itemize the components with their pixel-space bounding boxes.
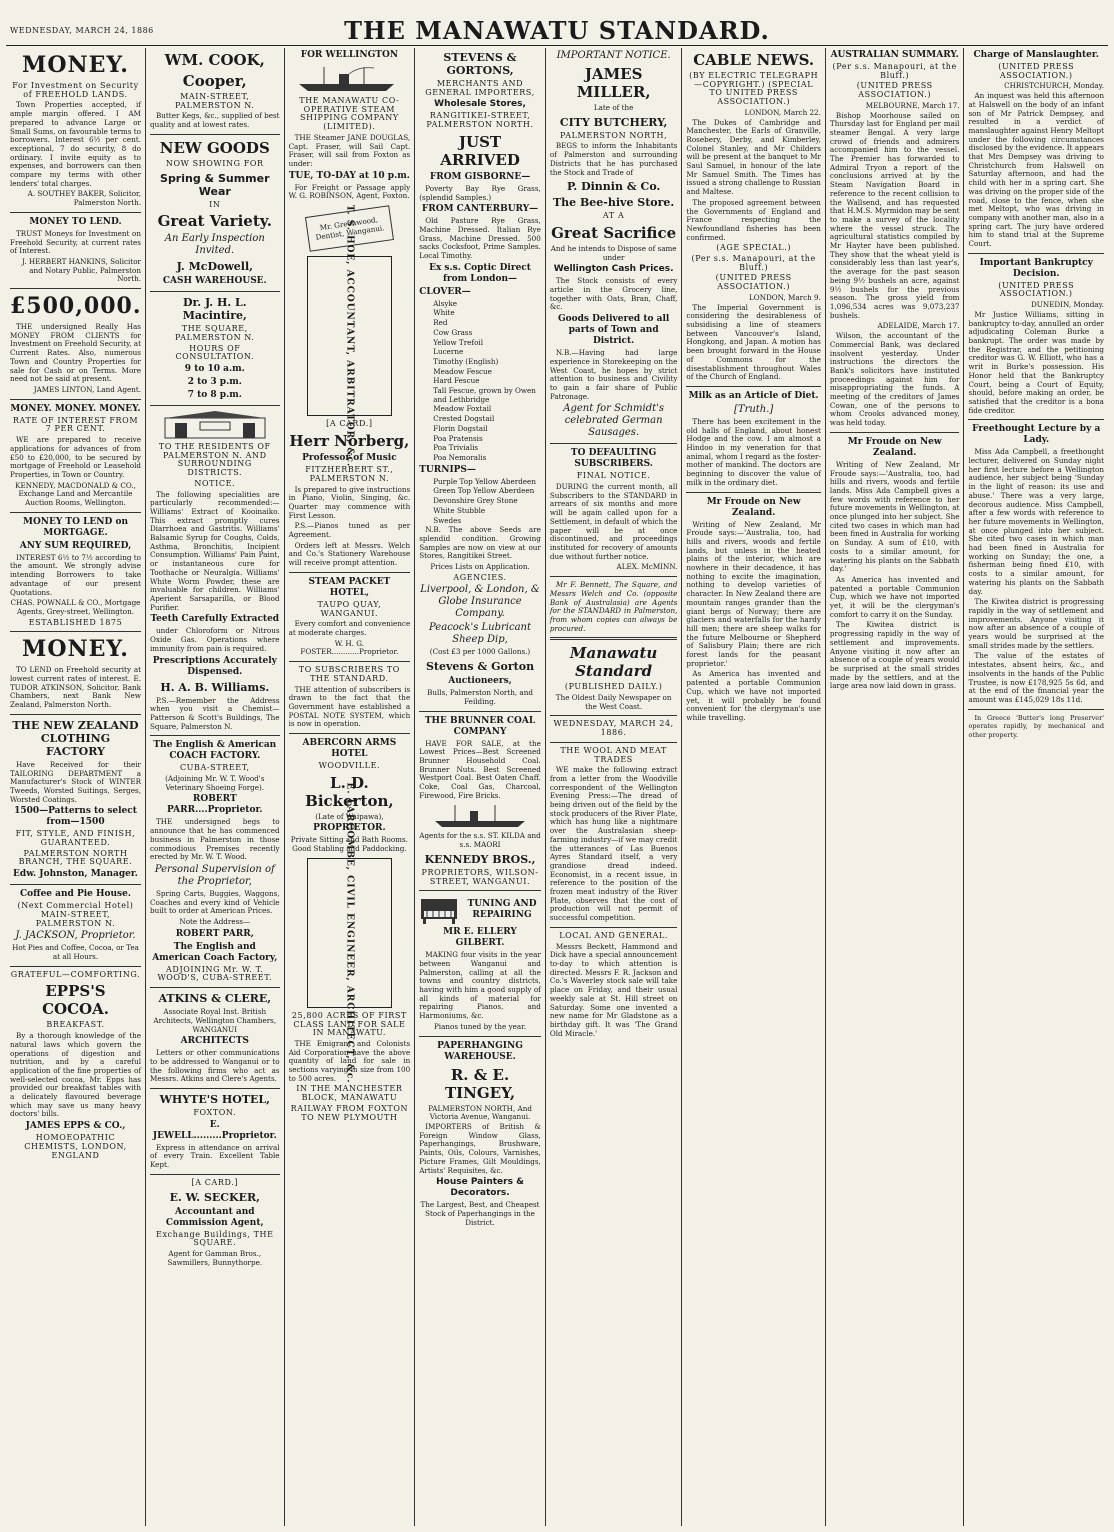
showing: NOW SHOWING FOR	[165, 158, 264, 168]
epps-company: JAMES EPPS & CO.,	[25, 1121, 126, 1132]
auctioneers: Auctioneers,	[448, 676, 512, 687]
list-item: Tall Fescue, grown by Owen and Lethbridge	[433, 386, 536, 404]
column-8	[964, 48, 1108, 1526]
adjoining-2: ADJOINING Mr. W. T. WOOD'S, CUBA-STREET.	[157, 964, 273, 983]
in-label: IN	[209, 199, 221, 209]
residents-heading: TO THE RESIDENTS OF PALMERSTON N. AND SURROUNDING DISTRICTS.	[158, 442, 271, 478]
any-sum-heading: ANY SUM REQUIRED,	[19, 540, 132, 551]
acres-heading: 25,800 ACRES OF FIRST CLASS LAND FOR SALE IN MANAWATU.	[291, 1010, 407, 1038]
lend-heading: MONEY TO LEND.	[29, 216, 122, 227]
jackson: J. JACKSON, Proprietor.	[15, 930, 136, 942]
professor: Professor of Music	[302, 453, 397, 464]
bickerton: L. D. Bickerton,	[305, 773, 394, 810]
proprietor-label: PROPRIETOR.	[313, 823, 386, 834]
manapouri-bluff-2: (Per s.s. Manapouri, at the Bluff.)	[832, 62, 957, 80]
money-heading-2: MONEY.	[22, 636, 129, 663]
great-variety: Great Variety.	[157, 212, 272, 231]
ship-text: THE Steamer JANE DOUGLAS, Capt. Fraser, will Sail Capt. Fraser, will sail from Foxton as under:	[288, 132, 411, 168]
fit-style: FIT, STYLE, AND FINISH, GUARANTEED.	[15, 829, 136, 848]
kiwitea-text: The Kiwitea district is progressing rapidly in the way of settlement and improvements. Anyone visiting it now after an absence of a couple of years would be surprised at the small strides made by the settlers, and at the large area now laid down in grass.	[829, 620, 960, 691]
liverpool-insurance: Liverpool, & London, & Globe Insurance Company.	[420, 584, 540, 620]
column-7	[826, 48, 965, 1526]
masthead	[6, 6, 1108, 46]
adelaide-dateline: ADELAIDE, March 17.	[877, 321, 960, 331]
foster: W. H. G. FOSTER............Proprietor.	[300, 638, 399, 657]
cook-address: MAIN-STREET, PALMERSTON N.	[175, 92, 255, 110]
tuning-heading: TUNING AND REPAIRING	[467, 899, 537, 921]
cable-sub: (BY ELECTRIC TELEGRAPH—COPYRIGHT.) (SPECIAL TO UNITED PRESS ASSOCIATION.)	[689, 71, 819, 107]
footer-note: In Greece 'Butter's long Preserver' operates rapidly, by mechanical and other property.	[968, 713, 1104, 740]
teeth-heading: Teeth Carefully Extracted	[150, 614, 280, 625]
teeth-text: under Chloroform or Nitrous Oxide Gas. Operations where immunity from pain is required.	[150, 626, 280, 653]
breakfast: BREAKFAST.	[46, 1020, 105, 1030]
amount-text: THE undersigned Really Has MONEY FROM CLIENTS for Investment on Freehold Security, at Current Rates. Also, numerous Town and Country Properties for sale for Cash or on Terms. More need not be said at present.	[10, 322, 141, 384]
ship-illustration	[430, 803, 530, 829]
just-arrived: JUST ARRIVED	[440, 132, 520, 169]
secker-text: Agent for Gamman Bros., Sawmillers, Bunnythorpe.	[167, 1249, 263, 1267]
macintire-square: THE SQUARE, PALMERSTON N.	[175, 324, 255, 342]
spring-summer: Spring & Summer Wear	[160, 171, 270, 198]
clover-list	[419, 300, 541, 463]
sailing-time: TUE, TO-DAY at 10 p.m.	[288, 170, 410, 181]
summary-text-3: Writing of New Zealand, Mr Froude says:—'Australia, too, had hills and rivers, woods and fertile lands. Miss Ada Campbell gives a few words with reference to her future movements in Wellington, at once plunged into her subject. She cited two cases in which man had been fined in Australia for working on Sunday. A sum of £10, with costs to a similar amount, for watering his plants on the Sabbath day.'	[829, 459, 960, 574]
mcdowell: J. McDowell,	[176, 260, 253, 274]
list-item: Alsyke	[433, 298, 458, 308]
architects: ARCHITECTS	[180, 1036, 249, 1047]
london-dateline-2: LONDON, March 9.	[749, 292, 821, 302]
factory-name-2: The English and American Coach Factory,	[152, 941, 278, 963]
list-item: White	[433, 308, 455, 318]
atkins-sub: Associate Royal Inst. British Architects, Wellington Chambers, WANGANUI	[153, 1007, 277, 1034]
bath-rooms: Private Sitting and Bath Rooms.	[290, 835, 408, 845]
rangitikei-street: RANGITIKEI-STREET, PALMERSTON NORTH.	[426, 111, 534, 130]
jewell: E. JEWELL.........Proprietor.	[152, 1119, 277, 1141]
gilbert: MR E. ELLERY GILBERT.	[443, 927, 517, 949]
stevens-gortons: STEVENS & GORTONS,	[443, 51, 517, 77]
list-item: Hard Fescue	[433, 376, 480, 386]
mortgage-heading: MONEY TO LEND on MORTGAGE.	[22, 516, 129, 538]
dateline: WEDNESDAY, MARCH 24, 1886.	[553, 719, 674, 738]
cable-text-2: The Imperial Government is considering the desirableness of subsidising a line of steamers between Vancouver's Island, Hongkong, and Japan. A motion has been brought forward in the House of Commons for the disestablishment throughout Wales of the Church of England.	[686, 302, 821, 382]
card-label: [A CARD.]	[191, 1177, 239, 1187]
tingey: R. & E. TINGEY,	[444, 1065, 516, 1102]
house-painters: House Painters & Decorators.	[436, 1177, 524, 1199]
nz-clothing-text: Have Received for their TAILORING DEPARTMENT a Manufacturer's Stock of WINTER Tweeds, Worsted Suitings, Serges, Worsted Coatings.	[10, 759, 141, 804]
freethought-text: Miss Ada Campbell, a freethought lecturer, delivered on Sunday night her first lecture before a Wellington audience, her subject being 'Sunday in the light of reason: its use and abuse.' There was a very large, decorous audience. Miss Campbell, after a few words with reference to her future movements in Wellington, at once plunged into her subject. She cited two cases in which man had been fined in Australia for working on Sunday; the one, a fisherman being fined £10, with costs to a similar amount, for watering his plants on the Sabbath day.	[968, 447, 1104, 596]
pownall: CHAS. POWNALL & CO., Mortgage Agents, Grey-street, Wellington.	[10, 598, 141, 616]
defaulting-heading: TO DEFAULTING SUBSCRIBERS.	[570, 448, 657, 470]
coffee-text: Hot Pies and Coffee, Cocoa, or Tea at all Hours.	[12, 943, 139, 961]
brunner-ships: Agents for the s.s. ST. KILDA and s.s. MAORI	[419, 831, 541, 850]
nz-clothing-heading: THE NEW ZEALAND CLOTHING FACTORY	[12, 718, 139, 758]
turnips-heading: TURNIPS—	[419, 464, 476, 475]
price-lists: Prices Lists on Application.	[430, 562, 530, 572]
atkinson-text: TO LEND on Freehold security at lowest current rates of interest. E. TUDOR ATKINSON, Solicitor, Bank Chambers, next Bank New Zealand, Palmerston North.	[10, 665, 141, 710]
nz-branch: PALMERSTON NORTH BRANCH, THE SQUARE.	[18, 848, 133, 867]
rate-heading: RATE OF INTEREST FROM 7 PER CENT.	[12, 415, 139, 434]
clover-heading: CLOVER—	[419, 286, 471, 297]
dinnin: P. Dinnin & Co.	[566, 180, 661, 194]
linton-signature: JAMES LINTON, Land Agent.	[33, 384, 141, 394]
railway: RAILWAY FROM FOXTON TO NEW PLYMOUTH	[290, 1103, 409, 1122]
published-daily: (PUBLISHED DAILY.)	[564, 682, 663, 692]
prescriptions: Prescriptions Accurately Dispensed.	[152, 655, 277, 677]
column-1	[6, 48, 146, 1526]
williams-text: The following specialities are particularly recommended:— Williams' Extract of Kooinaiko. This extract promptly cures Diarrhoea and Gastritis. Williams' Balsamic Syrup for Coughs, Colds, Asthma, Bronchitis, Incipient Consumption. Williams' Pain Paint, or instantaneous cure for Toothache or Neuralgia. Williams' White Worm Powder, these are invaluable for children. Williams' Aperient Sarsaparilla, or Blood Purifier.	[150, 489, 280, 612]
norberg-name: Herr Norberg,	[289, 432, 410, 451]
stock-text: The Stock consists of every article in the Grocery line, together with Oats, Bran, Chaff, &c.	[549, 276, 678, 312]
from-canterbury: FROM CANTERBURY—	[421, 204, 539, 215]
list-item: Meadow Fescue	[433, 366, 492, 376]
money-money-heading: MONEY. MONEY. MONEY.	[10, 403, 141, 414]
wool-meat-heading: THE WOOL AND MEAT TRADES	[560, 745, 667, 764]
truth-label: [Truth.]	[734, 403, 774, 415]
freight-text: For Freight or Passage apply W. G. ROBINSON, Agent, Foxton.	[288, 182, 411, 201]
bankruptcy-text: Mr Justice Williams, sitting in bankruptcy to-day, annulled an order adjudicating Coleman Burke a bankrupt. The order was made by the Registrar, and the petitioning creditor was G. W. Elliott, who has a writ in Burke's possession. His Honor held that the Bankruptcy Court, being a Court of Equity, should, before making an order, be satisfied that the creditor is a bona fide creditor.	[968, 309, 1104, 415]
norberg-text: Is prepared to give instructions in Piano, Violin, Singing, &c. Quarter may commence with First Lesson.	[288, 484, 411, 520]
ups-label-2: (UNITED PRESS ASSOCIATION.)	[856, 81, 933, 100]
coffee-heading: Coffee and Pie House.	[20, 889, 131, 900]
largest-stock: The Largest, Best, and Cheapest Stock of Paperhangings in the District.	[420, 1200, 540, 1227]
turnip-list	[419, 478, 541, 526]
merchants: MERCHANTS AND GENERAL IMPORTERS,	[425, 79, 535, 97]
macintire: Dr. J. H. L. Macintire,	[182, 296, 247, 323]
column-6	[682, 48, 826, 1526]
at-a: AT A	[602, 211, 625, 221]
patterns: 1500—Patterns to select from—1500	[14, 806, 137, 828]
rate-text: WE are prepared to receive applications for advances of from £50 to £20,000, to be secured by mortgage of Freehold or Leasehold Properties, in Town or Country.	[10, 435, 141, 479]
wellington-cash-prices: Wellington Cash Prices.	[553, 264, 674, 275]
important-notice: IMPORTANT NOTICE.	[556, 50, 671, 61]
from-gisborne: FROM GISBORNE—	[429, 171, 531, 182]
kennedy-sub: PROPRIETORS, WILSON-STREET, WANGANUI.	[421, 867, 539, 886]
kennedy-bros: KENNEDY BROS.,	[424, 852, 536, 866]
taupo-quay: TAUPO QUAY, WANGANUI.	[317, 599, 382, 618]
list-item: Cow Grass	[433, 327, 473, 337]
money-subheading: For Investment on Security of FREEHOLD LANDS.	[12, 81, 139, 99]
epps-sub: HOMOEOPATHIC CHEMISTS, LONDON, ENGLAND	[24, 1133, 127, 1160]
money-text: Town Properties accepted, if ample margin offered. I AM prepared to advance Large or Small Sums, on favourable terms to borrowers. Interest 6½ per cent. exceptional, 7 do security, 8 do ordinary. I invite equity as to expenses, and borrowers can then compare my terms with other lenders' total charges.	[10, 100, 141, 188]
larcombe-card-text: E. LARCOMBE, CIVIL ENGINEER, ARCHITECT, &c.	[344, 782, 355, 1084]
list-item: Poa Nemoralis	[433, 452, 487, 462]
secker: E. W. SECKER,	[169, 1190, 260, 1204]
shop-front-illustration	[160, 410, 270, 440]
tingey-text: IMPORTERS of British & Foreign Window Glass, Paperhangings, Brushware, Paints, Oils, Colours, Varnishes, Picture Frames, Gilt Mouldings, Artists' Requisites, &c.	[419, 1122, 541, 1175]
list-item: Timothy (English)	[433, 356, 499, 366]
gilbert-text: MAKING four visits in the year between Wanganui and Palmerston, calling at all the towns and country districts, having with him a good supply of all kinds of material for repairing Pianos, and Harmoniums, &c.	[419, 950, 541, 1021]
column-4	[415, 48, 546, 1526]
age-special: (AGE SPECIAL.)	[716, 243, 792, 253]
australian-summary: AUSTRALIAN SUMMARY.	[830, 50, 959, 60]
list-item: Green Top Yellow Aberdeen	[433, 486, 535, 496]
steam-text: Every comfort and convenience at moderate charges.	[288, 619, 411, 637]
cable-news: CABLE NEWS.	[693, 51, 815, 69]
christchurch-dateline: CHRISTCHURCH, Monday.	[1004, 81, 1104, 91]
note-address: Note the Address—	[179, 917, 251, 927]
stabling: Good Stabling and Paddocking.	[292, 844, 407, 854]
ups-label-3: (UNITED PRESS ASSOCIATION.)	[998, 62, 1075, 80]
manslaughter-heading: Charge of Manslaughter.	[973, 50, 1099, 60]
whyte-hotel: WHYTE'S HOTEL,	[159, 1093, 270, 1107]
ups-label-4: (UNITED PRESS ASSOCIATION.)	[998, 280, 1075, 299]
london-dateline: LONDON, March 22.	[744, 107, 821, 117]
cuba-street: CUBA-STREET,	[179, 763, 250, 773]
paperhanging: PAPERHANGING WAREHOUSE.	[437, 1040, 523, 1062]
greenwood-card-text: Mr. Greenwood, Dentist, Wanganui.	[314, 215, 385, 242]
list-item: Purple Top Yellow Aberdeen	[433, 476, 536, 486]
tuning-block	[419, 895, 541, 925]
subscribers-heading: TO SUBSCRIBERS TO THE STANDARD.	[298, 665, 400, 683]
gisborne-items: Poverty Bay Rye Grass, (splendid Samples.)	[419, 183, 541, 202]
brunner-coal: THE BRUNNER COAL COMPANY	[424, 715, 536, 737]
hours-1: 9 to 10 a.m.	[184, 364, 245, 375]
established: ESTABLISHED 1875	[28, 617, 123, 627]
nb-text: N.B.—Having had large experience in Storekeeping on the West Coast, he hopes by strict attention to business and Civility to gain a fair share of Public Patronage.	[549, 348, 678, 401]
coffee-sub: (Next Commercial Hotel) MAIN-STREET, PALMERSTON N.	[17, 901, 134, 928]
epps-heading: EPPS'S COCOA.	[42, 982, 109, 1019]
late-of-waipawa: (Late of Waipawa),	[315, 811, 384, 821]
standard-title: Manawatu Standard	[569, 644, 658, 681]
adjoining: (Adjoining Mr. W. T. Wood's Veterinary Shoeing Forge).	[165, 774, 265, 792]
estates-value: The value of the estates of intestates, absent heirs, &c., and insolvents in the hands of the Public Trustee, is now £178,925 5s 6d, and at the end of the financial year the amount was £145,029 18s 11d.	[968, 651, 1104, 704]
james-miller: JAMES MILLER,	[576, 65, 651, 101]
whyte-text: Express in attendance on arrival of every Train. Excellent Table Kept.	[150, 1142, 280, 1170]
oldest-daily: The Oldest Daily Newspaper on the West Coast.	[555, 693, 672, 711]
abercorn-arms: ABERCORN ARMS HOTEL	[302, 738, 397, 760]
atkins-clere: ATKINS & CLERE,	[158, 992, 272, 1006]
parr-name-2: ROBERT PARR,	[175, 928, 254, 939]
manslaughter-text: An inquest was held this afternoon at Halswell on the body of an infant son of Mr Patrick Dempsey, and resulted in a verdict of manslaughter against Henry Meltopt under the following circumstances disclosed by the evidence. It appears that Mrs Dempsey was driving to Christchurch from Halswell on Saturday afternoon, and had the child with her in a spring cart. She was driving on the proper side of the road, close to the fence, when she met Meltopt, who was driving in company with another man, also in a spring cart. The jury have ordered him to stand trial at the Supreme Court.	[968, 91, 1104, 249]
baker-signature: A. SOUTHEY BAKER, Solicitor, Palmerston North.	[27, 189, 141, 208]
cup-text: As America has invented and patented a portable Communion Cup, which we have not imported yet, it will probably be found convenient for the clergyman's use while travelling.	[686, 669, 821, 722]
orders-text: Orders left at Messrs. Welch and Co.'s Stationery Warehouse will receive prompt attention.	[288, 540, 411, 568]
column-2	[146, 48, 285, 1526]
great-sacrifice: Great Sacrifice	[551, 223, 677, 242]
foxton-label: FOXTON.	[193, 1108, 237, 1118]
williams-name: H. A. B. Williams.	[160, 680, 270, 694]
america-text: As America has invented and patented a portable Communion Cup, which we have not imported yet, it will be the clergyman's comfort to carry it on the Sunday.	[829, 574, 960, 619]
brunner-text: HAVE FOR SALE, at the Lowest Prices—Best Screened Brunner Household Coal. Brunner Nuts. Best Screened Westport Coal. Best Oaten Chaff. Coke, Coal Gas, Charcoal, Firewood, Fire Bricks.	[419, 738, 541, 800]
manapouri-bluff: (Per s.s. Manapouri, at the Bluff.)	[691, 254, 816, 272]
list-item: Crested Dogstail	[433, 414, 495, 424]
schmidt-agent: Agent for Schmidt's celebrated German Sausages.	[563, 403, 664, 439]
dunedin-dateline: DUNEDIN, Monday.	[1031, 300, 1104, 310]
steam-packet-hotel: STEAM PACKET HOTEL,	[308, 576, 391, 598]
miller-text: BEGS to inform the Inhabitants of Palmerston and surrounding Districts that he has purchased the Stock and Trade of	[549, 141, 678, 177]
wool-text: WE make the following extract from a letter from the Woodville correspondent of the Wellington Evening Press:—The dread of being driven out of the field by the stock producers of the River Plate, which has hung like a nightmare over the Australasian sheep-farming industry—if we may credit the utterances of Las Buenos Ayres Standard itself, a very grandiose dread indeed. Economist, in a recent issue, in reference to the position of the frozen meat industry of the River Plate, observes that the cost of production will not permit of successful competition.	[549, 765, 678, 923]
froude-heading: Mr Froude on New Zealand.	[706, 496, 801, 518]
newspaper-title: THE MANAWATU STANDARD.	[344, 16, 770, 45]
atkins-text: Letters or other communications to be addressed to Wanganui or to the following firms who act as Messrs. Atkins and Clere's Agents.	[150, 1048, 280, 1084]
piano-icon	[419, 895, 459, 925]
cook-trade: Cooper,	[182, 72, 247, 90]
milk-text: There has been excitement in the old halls of England, about honest Hodge and the cow. I am almost a Hindoo in my veneration for that animal, whom I regard as the foster-mother of mankind. The doctors are beginning to discover the value of milk in the ordinary diet.	[686, 416, 821, 487]
column-3	[285, 48, 416, 1526]
coach-factory-heading: The English & American COACH FACTORY.	[153, 740, 277, 762]
final-notice: FINAL NOTICE.	[576, 471, 651, 481]
steamship-illustration	[294, 64, 404, 94]
list-item: White Stubble	[433, 505, 486, 515]
city-butchery: CITY BUTCHERY,	[559, 115, 668, 129]
summary-text-2: Wilson, the accountant of the Commercial Bank, was declared insolvent yesterday. Under instructions the directors the Bank's solicitors have instituted proceedings against him for misappropriating the funds. A meeting of the creditors of James Cowan, one of the persons to whom Crooks advanced money, was held today.	[829, 331, 960, 428]
list-item: Poa Pratensis	[433, 433, 483, 443]
local-text: Messrs Beckett, Hammond and Dick have a special announcement to-day to which attention is directed. Messrs F. R. Jackson and Co.'s Waverley stock sale will take place on Friday, and their usual weekly sale at St. Hill street on Saturday. Some one invented a new name for Mr Gladstone as a birthday gift. It was 'The Grand Old Miracle.'	[549, 941, 678, 1038]
mcminn: ALEX. McMINN.	[616, 562, 678, 572]
froude-text: Writing of New Zealand, Mr Froude says:—'Australia, too, had hills and rivers, woods and fertile lands, but unless in the heated plains of the interior, which are nowhere in their decadence, it has nothing to excite the imagination, nothing to develop varieties of character. In New Zealand there are mountain ranges grander than the giant bergs of Norway; there are glaciers and waterfalls for the hardy hill men; there are sheep walks for the future Melbourne or Shepherd of Salisbury Plain; there are rich forest lands for the peasant proprietor.'	[686, 519, 821, 668]
woodville: WOODVILLE.	[318, 761, 381, 771]
freethought-heading: Freethought Lecture by a Lady.	[972, 424, 1101, 446]
kiwitea-text-2: The Kiwitea district is progressing rapidly in the way of settlement and improvements. Anyone visiting it now after an absence of a couple of years would be surprised at the small strides made by the settlers.	[968, 597, 1104, 650]
agencies: AGENCIES.	[453, 572, 507, 582]
bulls-palmerston: Bulls, Palmerston North, and Feilding.	[427, 688, 533, 706]
hours-heading: HOURS OF CONSULTATION.	[175, 343, 255, 362]
johnston: Edw. Johnston, Manager.	[13, 869, 138, 880]
issue-date: WEDNESDAY, MARCH 24, 1886	[10, 26, 154, 35]
secker-sub: Accountant and Commission Agent,	[165, 1206, 264, 1228]
norberg-address: FITZHERBERT ST., PALMERSTON N.	[305, 465, 394, 483]
seeds-nb: N.B. The above Seeds are splendid condition. Growing Samples are now on view at our Stores, Rangitikei Street.	[419, 525, 541, 561]
amount-heading: £500,000.	[10, 293, 142, 320]
cook-name: WM. COOK,	[164, 51, 265, 69]
dip-cost: (Cost £3 per 1000 Gallons.)	[429, 647, 531, 657]
local-general: LOCAL AND GENERAL.	[559, 930, 669, 940]
hoe-card-text: T. S. HOE, ACCOUNTANT, ARBITRATOR, &c.	[344, 205, 355, 468]
list-item: Devonshire Grey Stone	[433, 496, 518, 506]
parr-items: Spring Carts, Buggies, Waggons, Coaches and every kind of Vehicle built to order at American Prices.	[150, 888, 280, 916]
melbourne-dateline: MELBOURNE, March 17.	[865, 100, 960, 110]
pianos-tuned: P.S.—Pianos tuned as per Agreement.	[288, 521, 411, 540]
wellington-heading: FOR WELLINGTON	[300, 50, 399, 60]
columns	[6, 48, 1108, 1526]
coop-company: THE MANAWATU CO-OPERATIVE STEAM SHIPPING COMPANY (LIMITED).	[299, 96, 400, 132]
cook-text: Butter Kegs, &c., supplied of best quality and at lowest rates.	[150, 111, 280, 130]
goods-delivered: Goods Delivered to all parts of Town and District.	[557, 314, 670, 347]
list-item: Meadow Foxtail	[433, 404, 492, 414]
list-item: Poa Trivialis	[433, 443, 479, 453]
column-5	[546, 48, 683, 1526]
lend-text: TRUST Moneys for Investment on Freehold Security, at current rates of Interest.	[10, 228, 141, 256]
milk-heading: Milk as an Article of Diet.	[688, 390, 819, 401]
palmerston-north: PALMERSTON NORTH,	[560, 130, 668, 140]
acres-text: THE Emigrant and Colonists Aid Corporation have the above quantity of land for sale in sections varying in size from 100 to 500 acres.	[288, 1038, 411, 1083]
froude-heading-2: Mr Froude on New Zealand.	[847, 436, 942, 458]
kennedy-macdonald: KENNEDY, MACDONALD & CO., Exchange Land and Mercantile Auction Rooms, Wellington.	[15, 480, 136, 508]
peacock-dip: Peacock's Lubricant Sheep Dip,	[429, 622, 532, 646]
wholesale-stores: Wholesale Stores,	[434, 99, 526, 110]
canterbury-items: Old Pasture Rye Grass, Machine Dressed. Italian Rye Grass, Machine Dressed. 500 sacks Cocksfoot, Prime Samples. Local Timothy.	[419, 216, 541, 261]
personal-supervision: Personal Supervision of the Proprietor,	[154, 863, 275, 887]
secker-address: Exchange Buildings, THE SQUARE.	[156, 1229, 274, 1248]
list-item: Red	[433, 318, 448, 328]
manchester-block: IN THE MANCHESTER BLOCK, MANAWATU	[296, 1084, 403, 1103]
bankruptcy-heading: Important Bankruptcy Decision.	[979, 257, 1093, 279]
ups-label: (UNITED PRESS ASSOCIATION.)	[715, 273, 792, 292]
cash-warehouse: CASH WAREHOUSE.	[162, 276, 267, 287]
agreement-text: The proposed agreement between the Governments of England and France respecting the Newfoundland fisheries has been confirmed.	[686, 197, 821, 242]
beehive: The Bee-hive Store.	[553, 196, 675, 210]
hankins-signature: J. HERBERT HANKINS, Solicitor and Notary Public, Palmerston North.	[21, 256, 141, 284]
stevens-gorton-2: Stevens & Gorton	[425, 660, 535, 674]
hours-2: 2 to 3 p.m.	[187, 377, 242, 388]
money-heading: MONEY.	[22, 52, 129, 78]
final-text: DURING the current month, all Subscribers to the STANDARD in arrears of six months and more will be again called upon for a Settlement, in default of which the paper will be at once discontinued, and proceedings instituted for recovery of amounts due without further notice.	[549, 482, 678, 561]
epps-text: By a thorough knowledge of the natural laws which govern the operations of digestion and nutrition, and by a careful application of the fine properties of well-selected cocoa, Mr. Epps has provided our breakfast tables with a delicately flavoured beverage which may save us many heavy doctors' bills.	[10, 1031, 141, 1119]
pianos-tuned: Pianos tuned by the year.	[433, 1021, 527, 1031]
norberg-card-label: [A CARD.]	[326, 419, 373, 429]
new-goods: NEW GOODS	[159, 138, 270, 157]
disposed-text: And he intends to Dispose of same under	[550, 243, 677, 262]
early-inspection: An Early Inspection Invited.	[164, 233, 265, 257]
list-item: Swedes	[433, 515, 462, 525]
list-item: Florin Dogstail	[433, 423, 488, 433]
subscribers-text: THE attention of subscribers is drawn to the fact that the Government have established a POSTAL NOTE SYSTEM, which is now in operation.	[288, 684, 411, 729]
hours-3: 7 to 8 p.m.	[187, 390, 242, 401]
notice-heading: NOTICE.	[194, 478, 236, 488]
parr-proprietor: ROBERT PARR....Proprietor.	[167, 794, 263, 816]
ex-coptic: Ex s.s. Coptic Direct from London—	[429, 262, 531, 284]
cable-text-1: The Dukes of Cambridge and Manchester, the Earls of Granville, Rosebery, Derby, and Kimberley, Colonel Stanley, and Mr Childers will be present at the banquet to Mr Saul Samuel, in honour of the late Mr Samuel Smith. The Times has issued a strong challenge to Russian and Maltese.	[686, 117, 821, 197]
tingey-address: PALMERSTON NORTH, And Victoria Avenue, Wanganui.	[428, 1103, 532, 1122]
list-item: Yellow Trefoil	[433, 337, 484, 347]
williams-ps: P.S.—Remember the Address when you visit a Chemist—Patterson & Scott's Buildings, The Square, Palmerston N.	[150, 695, 280, 731]
any-sum-text: INTEREST 6½ to 7½ according to the amount. We strongly advise intending Borrowers to take advantage of our present Quotations.	[10, 552, 141, 597]
list-item: Lucerne	[433, 347, 464, 357]
summary-text-1: Bishop Moorhouse sailed on Thursday last for England per mail steamer Bengal. A very large crowd of friends and admirers accompanied him to the vessel. The Premier has forwarded to Admiral Tryon a report of the conclusions arrived at by the Steam Navigation Board in reference to the recent collision to the Wallsend, and has requested that H.M.S. Myrmidon may be sent to make a survey of the locality where the vessel struck. The agricultural statistics compiled by Mr Hayter have been published. They show that the wheat yield is considerably less than last year's, the average for the past season being 9½ bushels an acre, against 9½ bushels for the previous season. The gross yield from 1,096,534 acres was 9,073,237 bushels.	[829, 110, 960, 320]
late-of: Late of the	[593, 103, 634, 112]
agents-advice: Mr F. Bennett, The Square, and Messrs Welch and Co. (opposite Bank of Australasia) are Agents for the STANDARD in Palmerston, from whom copies can always be procured.	[549, 580, 678, 633]
parr-text: THE undersigned begs to announce that he has commenced business in Palmerston in those commodious Premises recently erected by Mr. W. T. Wood.	[150, 817, 280, 862]
grateful: GRATEFUL—COMFORTING.	[10, 969, 141, 979]
